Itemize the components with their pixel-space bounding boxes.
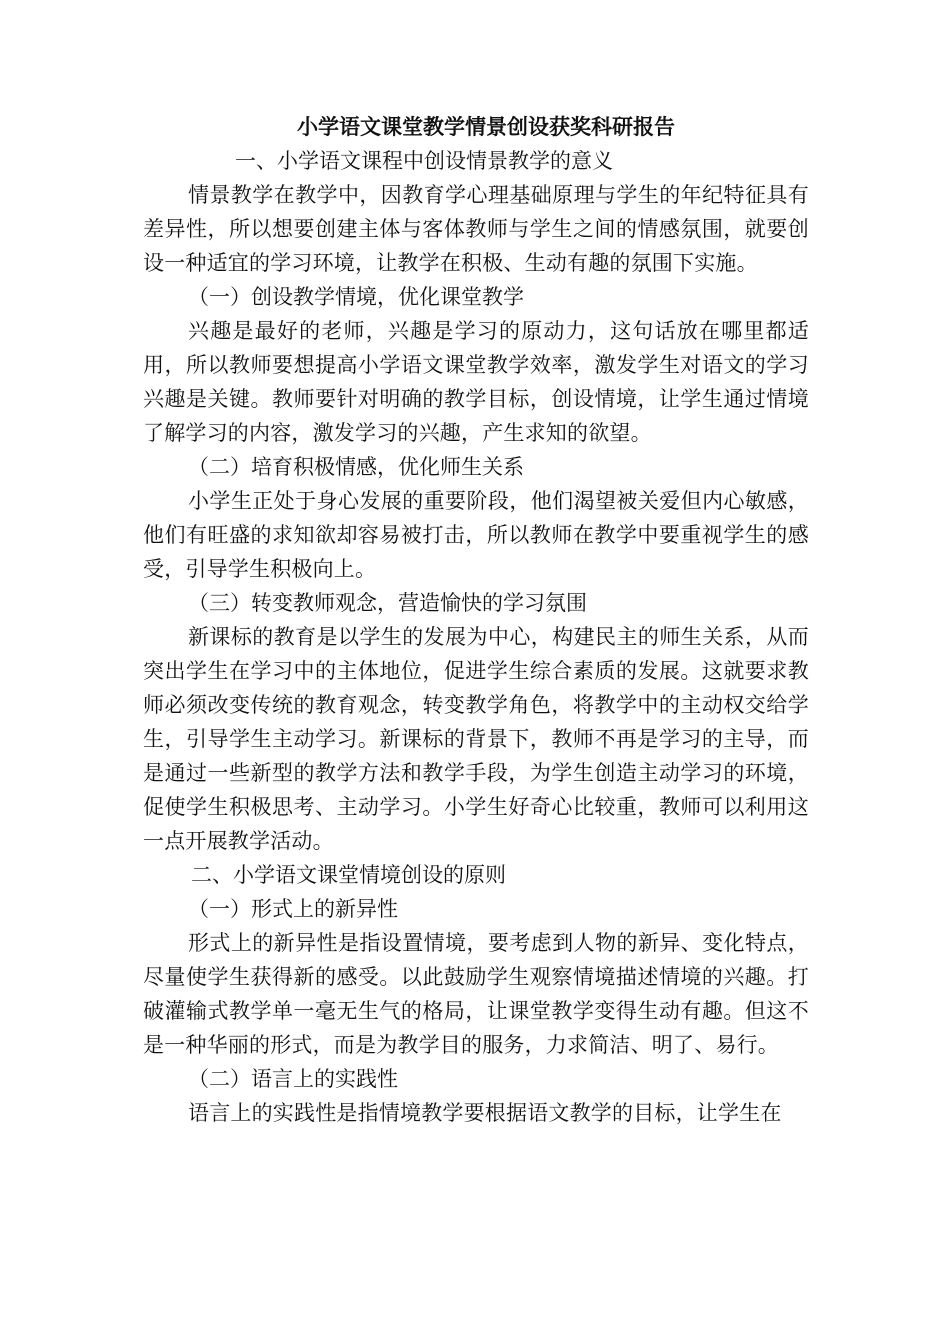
subsection-heading: （二）语言上的实践性 bbox=[188, 1067, 398, 1091]
paragraph: 兴趣是最好的老师，兴趣是学习的原动力，这句话放在哪里都适用，所以教师要想提高小学语文课堂教学效率，激发学生对语文的学习兴趣是关键。教师要针对明确的教学目标，创设情境，让学生通过情境了解学习的内容，激发学习的兴趣，产生求知的欲望。 bbox=[143, 319, 809, 445]
paragraph: 小学生正处于身心发展的重要阶段，他们渴望被关爱但内心敏感，他们有旺盛的求知欲却容易被打击，所以教师在教学中要重视学生的感受，引导学生积极向上。 bbox=[143, 489, 809, 581]
document-title: 小学语文课堂教学情景创设获奖科研报告 bbox=[297, 114, 675, 139]
subsection-heading: （一）创设教学情境，优化课堂教学 bbox=[188, 285, 524, 309]
paragraph: 情景教学在教学中，因教育学心理基础原理与学生的年纪特征具有差异性，所以想要创建主体与客体教师与学生之间的情感氛围，就要创设一种适宜的学习环境，让教学在积极、生动有趣的氛围下实施。 bbox=[143, 183, 809, 275]
section-heading-2: 二、小学语文课堂情境创设的原则 bbox=[191, 863, 506, 887]
paragraph: 新课标的教育是以学生的发展为中心，构建民主的师生关系，从而突出学生在学习中的主体地位，促进学生综合素质的发展。这就要求教师必须改变传统的教育观念，转变教学角色，将教学中的主动权交给学生，引导学生主动学习。新课标的背景下，教师不再是学习的主导，而是通过一些新型的教学方法和教学手段，为学生创造主动学习的环境，促使学生积极思考、主动学习。小学生好奇心比较重，教师可以利用这一点开展教学活动。 bbox=[143, 625, 809, 853]
subsection-heading: （二）培育积极情感，优化师生关系 bbox=[188, 455, 524, 479]
paragraph: 语言上的实践性是指情境教学要根据语文教学的目标，让学生在 bbox=[188, 1101, 782, 1125]
subsection-heading: （三）转变教师观念，营造愉快的学习氛围 bbox=[188, 591, 587, 615]
subsection-heading: （一）形式上的新异性 bbox=[188, 897, 398, 921]
document-body bbox=[143, 110, 809, 1130]
section-heading-1: 一、小学语文课程中创设情景教学的意义 bbox=[235, 149, 613, 173]
paragraph: 形式上的新异性是指设置情境，要考虑到人物的新异、变化特点，尽量使学生获得新的感受。以此鼓励学生观察情境描述情境的兴趣。打破灌输式教学单一毫无生气的格局，让课堂教学变得生动有趣。但这不是一种华丽的形式，而是为教学目的服务，力求简洁、明了、易行。 bbox=[143, 931, 809, 1057]
